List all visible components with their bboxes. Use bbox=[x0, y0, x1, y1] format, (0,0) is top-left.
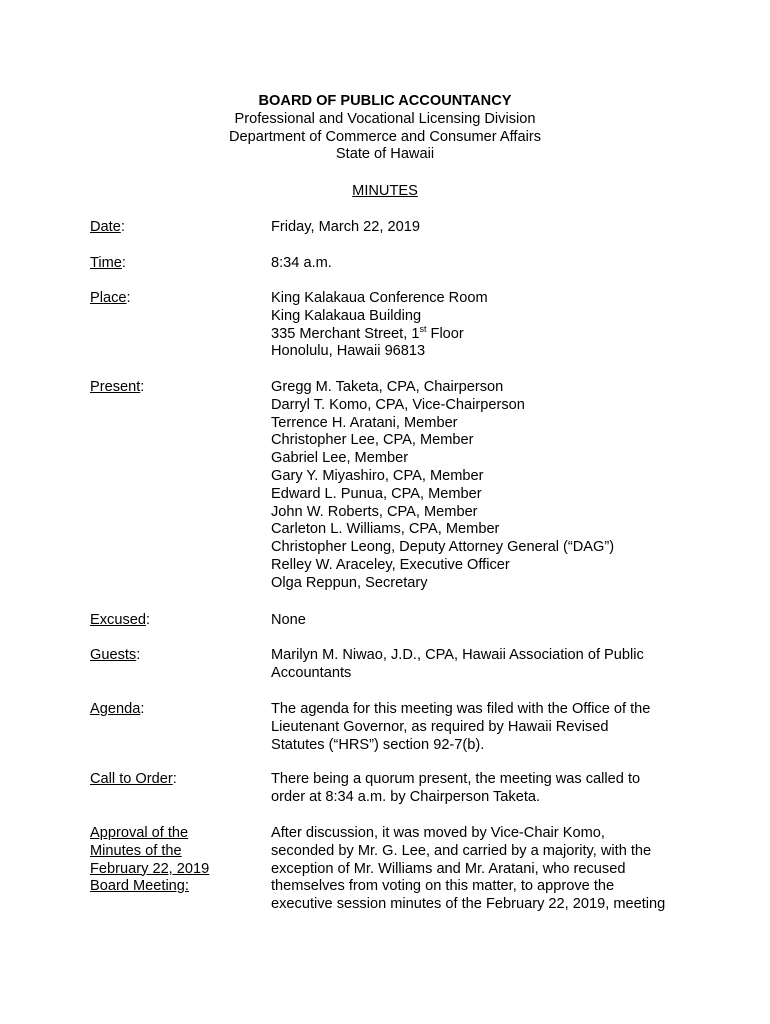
colon: : bbox=[145, 612, 151, 628]
guests-label-text: Guests bbox=[90, 647, 137, 663]
place-line bbox=[271, 323, 681, 344]
colon: : bbox=[120, 219, 125, 235]
agenda-line: Statutes (“HRS”) section 92-7(b). bbox=[271, 736, 485, 753]
board-name: BOARD OF PUBLIC ACCOUNTANCY bbox=[258, 93, 512, 109]
present-member: Edward L. Punua, CPA, Member bbox=[271, 485, 482, 502]
present-member: Darryl T. Komo, CPA, Vice-Chairperson bbox=[271, 396, 525, 413]
colon: : bbox=[121, 255, 126, 271]
colon: : bbox=[172, 771, 177, 787]
present-member: Gary Y. Miyashiro, CPA, Member bbox=[271, 467, 484, 484]
place-line: King Kalakaua Building bbox=[271, 307, 422, 324]
excused-value: None bbox=[271, 612, 306, 628]
time-label-text: Time bbox=[90, 255, 122, 271]
present-member: Relley W. Araceley, Executive Officer bbox=[271, 556, 510, 573]
present-member: Carleton L. Williams, CPA, Member bbox=[271, 521, 500, 538]
present-member: Olga Reppun, Secretary bbox=[271, 574, 428, 591]
place-floor: Floor bbox=[426, 325, 464, 342]
place-line: King Kalakaua Conference Room bbox=[271, 290, 488, 306]
approval-label-line: Minutes of the bbox=[90, 842, 182, 859]
colon: : bbox=[136, 647, 141, 663]
date-value: Friday, March 22, 2019 bbox=[271, 219, 420, 235]
present-label-text: Present bbox=[90, 379, 141, 395]
present-list bbox=[271, 379, 681, 593]
present-member: Christopher Lee, CPA, Member bbox=[271, 432, 474, 449]
approval-label-line: Approval of the bbox=[90, 825, 189, 841]
approval-label-line: Board Meeting: bbox=[90, 878, 189, 895]
division-name: Professional and Vocational Licensing Division bbox=[234, 110, 536, 127]
guests-line: Accountants bbox=[271, 664, 352, 681]
document-header bbox=[0, 93, 770, 164]
present-member: Gabriel Lee, Member bbox=[271, 450, 409, 467]
call-to-order-value bbox=[271, 771, 681, 807]
department-name: Department of Commerce and Consumer Affairs bbox=[228, 128, 541, 145]
agenda-value bbox=[271, 701, 681, 754]
time-label bbox=[90, 255, 260, 273]
colon: : bbox=[140, 379, 145, 395]
colon: : bbox=[140, 701, 145, 717]
minutes-title bbox=[0, 183, 770, 201]
agenda-label bbox=[90, 701, 260, 719]
place-value bbox=[271, 290, 681, 361]
date-label-text: Date bbox=[90, 219, 121, 235]
approval-line: executive session minutes of the February 22, 2019, meeting bbox=[271, 896, 666, 913]
call-to-order-line: There being a quorum present, the meeting was called to bbox=[271, 771, 641, 787]
place-street: 335 Merchant Street, 1 bbox=[271, 325, 420, 342]
call-to-order-line: order at 8:34 a.m. by Chairperson Taketa. bbox=[271, 788, 541, 805]
colon: : bbox=[126, 290, 131, 306]
place-line: Honolulu, Hawaii 96813 bbox=[271, 343, 426, 360]
call-to-order-label-text: Call to Order bbox=[90, 771, 173, 787]
excused-label bbox=[90, 612, 260, 630]
place-label bbox=[90, 290, 260, 308]
approval-line: seconded by Mr. G. Lee, and carried by a majority, with the bbox=[271, 842, 652, 859]
approval-label-line: February 22, 2019 bbox=[90, 860, 210, 877]
present-label bbox=[90, 379, 260, 397]
approval-value bbox=[271, 825, 681, 914]
agenda-label-text: Agenda bbox=[90, 701, 141, 717]
call-to-order-label bbox=[90, 771, 260, 789]
agenda-line: Lieutenant Governor, as required by Hawaii Revised bbox=[271, 718, 609, 735]
guests-value bbox=[271, 647, 681, 683]
agenda-line: The agenda for this meeting was filed with the Office of the bbox=[271, 701, 651, 717]
present-member: Terrence H. Aratani, Member bbox=[271, 414, 458, 431]
state-name: State of Hawaii bbox=[335, 146, 435, 163]
ordinal-suffix: st bbox=[419, 323, 427, 334]
place-label-text: Place bbox=[90, 290, 127, 306]
present-member: Christopher Leong, Deputy Attorney General (“DAG”) bbox=[271, 539, 615, 556]
guests-line: Marilyn M. Niwao, J.D., CPA, Hawaii Association of Public bbox=[271, 647, 644, 663]
present-member: Gregg M. Taketa, CPA, Chairperson bbox=[271, 379, 504, 395]
approval-line: After discussion, it was moved by Vice-Chair Komo, bbox=[271, 825, 605, 841]
approval-line: themselves from voting on this matter, to approve the bbox=[271, 878, 615, 895]
date-label bbox=[90, 219, 260, 237]
present-member: John W. Roberts, CPA, Member bbox=[271, 503, 478, 520]
approval-line: exception of Mr. Williams and Mr. Aratani, who recused bbox=[271, 860, 626, 877]
minutes-title-text: MINUTES bbox=[352, 183, 418, 199]
excused-label-text: Excused bbox=[90, 612, 146, 628]
approval-label bbox=[90, 825, 260, 896]
time-value: 8:34 a.m. bbox=[271, 255, 332, 271]
guests-label bbox=[90, 647, 260, 665]
